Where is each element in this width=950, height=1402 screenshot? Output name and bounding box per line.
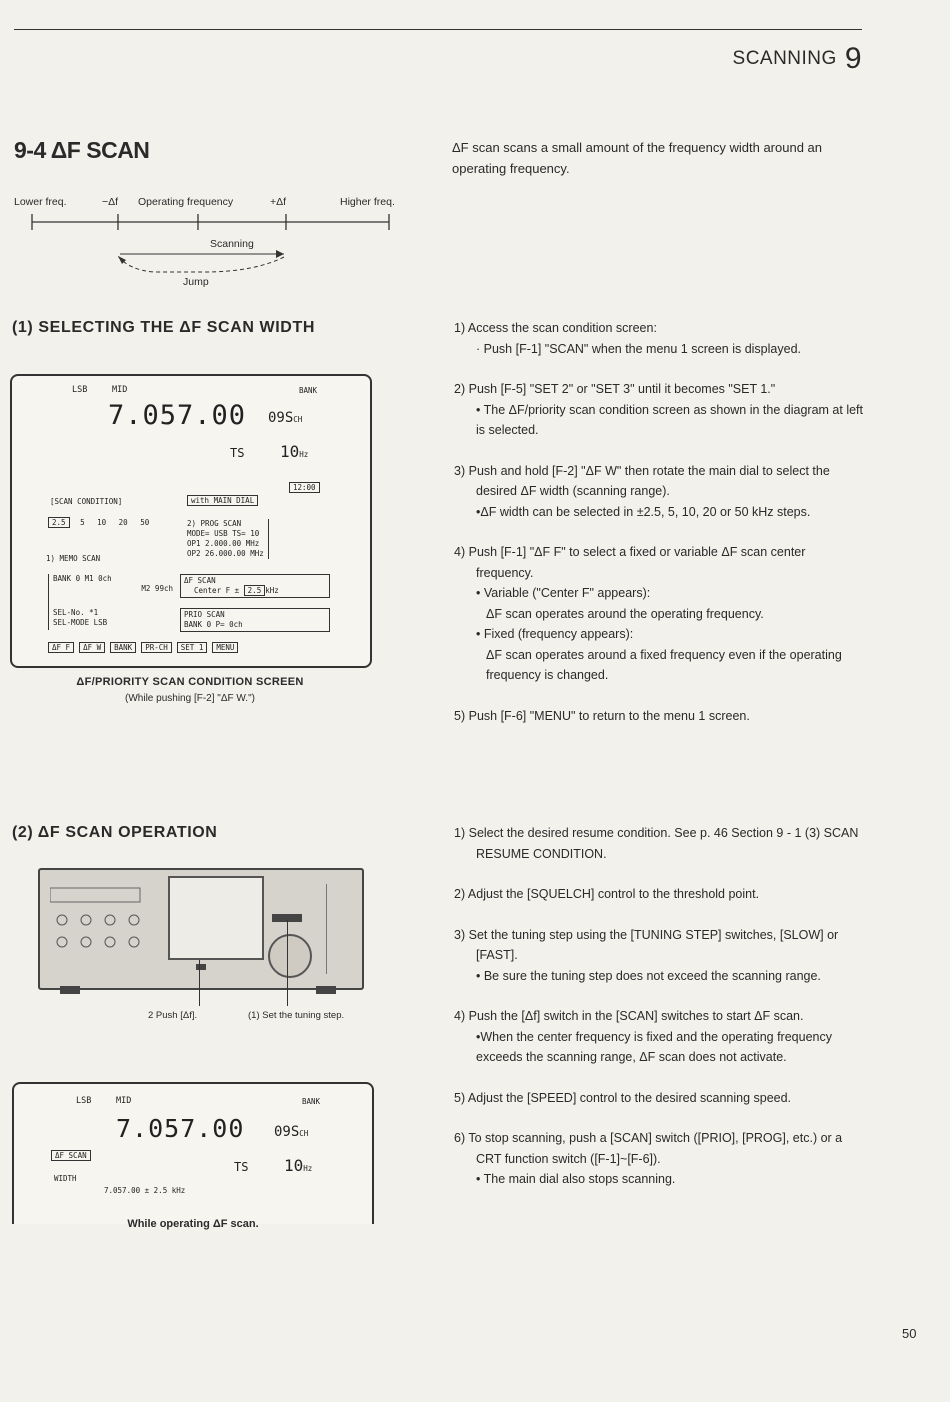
prog-scan-block: 2) PROG SCAN MODE= USB TS= 10 OP1 2.000.00 MHz OP2 26.000.00 MHz (187, 519, 269, 559)
top-rule (14, 29, 862, 30)
chapter-heading (733, 42, 862, 76)
section-title: 9-4 ΔF SCAN (14, 137, 150, 163)
mode-readout: LSB (72, 385, 88, 395)
scan-condition-screen (10, 374, 372, 668)
right-controls (326, 884, 353, 974)
plus-df-label: +Δf (270, 196, 287, 208)
part1-step-4-note-4: ΔF scan operates around a fixed frequency even if the operating frequency is changed. (486, 647, 842, 682)
part2-step-5: 5) Adjust the [SPEED] control to the desired scanning speed. (454, 1090, 792, 1105)
main-dial (268, 934, 312, 978)
ts-label: TS (230, 446, 245, 460)
radio-foot-left (60, 986, 80, 994)
part2-steps (454, 823, 864, 1190)
higher-freq-label: Higher freq. (340, 196, 395, 208)
fkey-df-w[interactable]: ΔF W (79, 642, 105, 653)
screen1-caption-sub: (While pushing [F-2] "ΔF W.") (125, 693, 255, 704)
memo-scan-title: 1) MEMO SCAN (46, 554, 101, 563)
fkey-df-f[interactable]: ΔF F (48, 642, 74, 653)
width-value: 7.057.00 ± 2.5 kHz (104, 1186, 186, 1195)
width-selector (48, 518, 149, 527)
df-scan-block: ΔF SCAN Center F ± 2.5 kHz (180, 574, 330, 598)
fkey-bank[interactable]: BANK (110, 642, 136, 653)
fkey-menu[interactable]: MENU (212, 642, 238, 653)
part1-step-3-note: •ΔF width can be selected in ±2.5, 5, 10, 20 or 50 kHz steps. (476, 504, 811, 519)
lower-freq-label: Lower freq. (14, 196, 67, 208)
part1-step-3: 3) Push and hold [F-2] "ΔF W" then rotate the main dial to select the desired ΔF width (scanning range). (454, 463, 830, 498)
callout-line-push (199, 960, 200, 1006)
width-label: WIDTH (54, 1174, 77, 1183)
fkey-pr-ch[interactable]: PR-CH (141, 642, 172, 653)
part1-step-4-note-1: • Variable ("Center F" appears): (476, 586, 651, 600)
part2-step-6: 6) To stop scanning, push a [SCAN] switch ([PRIO], [PROG], etc.) or a CRT function switch ([F-1]~[F-6]). (454, 1131, 843, 1166)
part2-heading: (2) ΔF SCAN OPERATION (12, 824, 218, 841)
part2-step-3-note: • Be sure the tuning step does not exceed the scanning range. (476, 968, 821, 983)
width-option: 5 (80, 518, 85, 527)
df-scan-operating-screen (12, 1082, 374, 1224)
minus-df-label: −Δf (102, 196, 119, 208)
callout-set-step: (1) Set the tuning step. (248, 1010, 345, 1021)
frequency-readout: 7.057.00 (108, 400, 247, 431)
part2-step-4-note: •When the center frequency is fixed and the operating frequency exceeds the scanning range, ΔF scan does not activate. (476, 1029, 832, 1064)
part1-heading: (1) SELECTING THE ΔF SCAN WIDTH (12, 319, 315, 336)
part2-step-3: 3) Set the tuning step using the [TUNING STEP] switches, [SLOW] or [FAST]. (454, 927, 839, 962)
callout-line-set (287, 920, 288, 1006)
part2-step-6-note: • The main dial also stops scanning. (476, 1172, 676, 1186)
section-intro: ΔF scan scans a small amount of the frequency width around an operating frequency. (452, 140, 822, 176)
page-number: 50 (902, 1326, 917, 1341)
agc-readout: MID (112, 385, 128, 395)
ts-label: TS (234, 1160, 249, 1174)
chapter-title: SCANNING (732, 48, 837, 69)
part2-step-2: 2) Adjust the [SQUELCH] control to the threshold point. (454, 887, 760, 901)
part1-step-1: 1) Access the scan condition screen: (454, 321, 657, 335)
df-scan-indicator: ΔF SCAN (51, 1150, 91, 1161)
jump-label: Jump (183, 276, 209, 288)
channel-readout: 09SCH (274, 1124, 309, 1140)
chapter-number: 9 (844, 42, 862, 75)
left-controls (50, 884, 150, 948)
part1-step-4-note-3: • Fixed (frequency appears): (476, 627, 634, 641)
clock-readout: 12:00 (289, 482, 320, 493)
ts-value: 10Hz (280, 442, 309, 461)
function-key-row (48, 642, 238, 653)
part1-step-1-note: · Push [F-1] "SCAN" when the menu 1 screen is displayed. (476, 341, 801, 356)
bank-readout: BANK (302, 1097, 321, 1106)
width-option: 20 (118, 518, 128, 527)
part1-step-4: 4) Push [F-1] "ΔF F" to select a fixed or variable ΔF scan center frequency. (454, 545, 806, 580)
frequency-line-svg (14, 210, 414, 290)
with-main-dial-badge: with MAIN DIAL (187, 495, 258, 506)
channel-readout: 09SCH (268, 410, 303, 426)
scanning-label: Scanning (210, 238, 254, 250)
radio-foot-right (316, 986, 336, 994)
frequency-readout: 7.057.00 (116, 1114, 245, 1143)
memo-scan-block: BANK 0 M1 0ch M2 99ch SEL-No. *1 SEL-MODE LSB (48, 574, 173, 630)
callout-push-df: 2 Push [Δf]. (148, 1010, 198, 1021)
bank-readout: BANK (299, 386, 318, 395)
screen1-caption: ΔF/PRIORITY SCAN CONDITION SCREEN (76, 676, 304, 688)
mode-readout: LSB (76, 1096, 92, 1106)
prio-scan-block: PRIO SCAN BANK 0 P= 0ch (180, 608, 330, 632)
radio-front-panel-illustration (38, 868, 364, 990)
width-option: 50 (140, 518, 150, 527)
fkey-set1[interactable]: SET 1 (177, 642, 208, 653)
part1-step-2: 2) Push [F-5] "SET 2" or "SET 3" until it becomes "SET 1." (454, 382, 776, 396)
part2-step-1: 1) Select the desired resume condition. See p. 46 Section 9 - 1 (3) SCAN RESUME CONDITION. (454, 826, 859, 861)
scan-condition-title: [SCAN CONDITION] (50, 497, 123, 506)
part2-step-4: 4) Push the [Δf] switch in the [SCAN] switches to start ΔF scan. (454, 1009, 804, 1023)
operating-freq-label: Operating frequency (138, 196, 234, 208)
width-option: 10 (97, 518, 107, 527)
screen2-caption: While operating ΔF scan. (127, 1218, 259, 1230)
ts-value: 10Hz (284, 1156, 313, 1175)
width-option-selected: 2.5 (48, 517, 70, 528)
part1-step-4-note-2: ΔF scan operates around the operating frequency. (486, 606, 764, 621)
df-scan-switch[interactable] (196, 964, 206, 970)
part1-step-5: 5) Push [F-6] "MENU" to return to the menu 1 screen. (454, 708, 750, 723)
crt-display (168, 876, 264, 960)
part1-step-2-note: • The ΔF/priority scan condition screen as shown in the diagram at left is selected. (476, 402, 863, 437)
agc-readout: MID (116, 1096, 132, 1106)
part1-steps (454, 318, 864, 726)
